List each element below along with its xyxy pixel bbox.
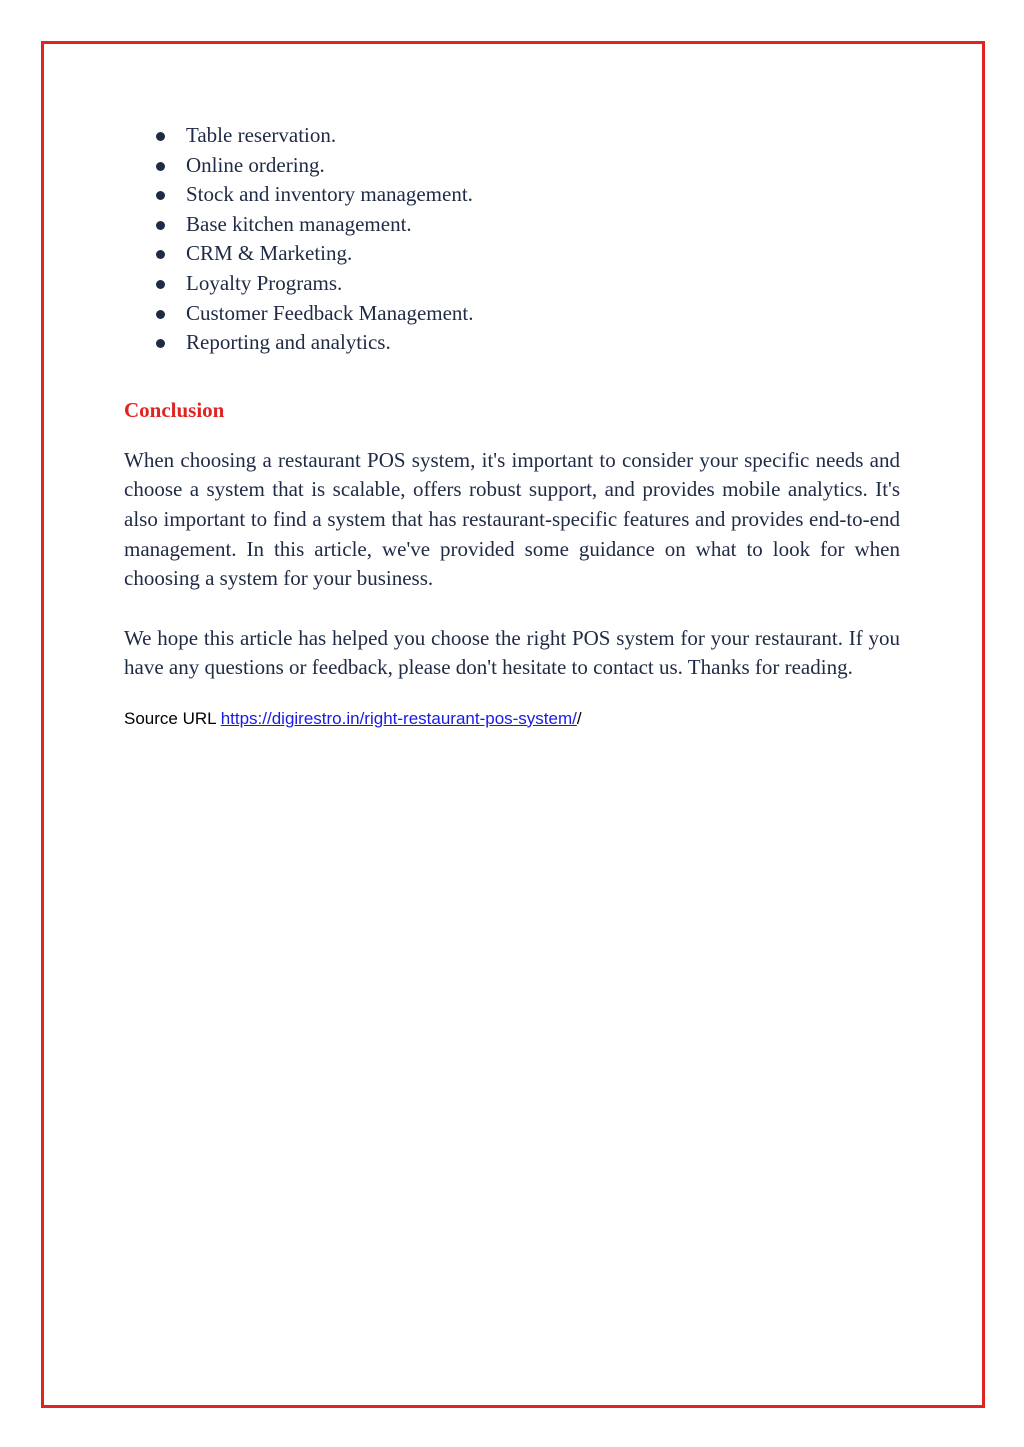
bullet-icon [156, 162, 165, 171]
conclusion-paragraph-2: We hope this article has helped you choose the right POS system for your restaurant. If you have any questions or feedback, please don't hesitate to contact us. Thanks for reading. [124, 625, 900, 680]
list-item [124, 269, 900, 299]
source-url-line [124, 708, 900, 730]
list-item [124, 151, 900, 181]
feature-list [124, 121, 900, 358]
list-item [124, 239, 900, 269]
list-item [124, 121, 900, 151]
list-item-text: Stock and inventory management. [186, 182, 473, 207]
source-url-link[interactable]: https://digirestro.in/right-restaurant-pos-system/ [220, 708, 577, 728]
source-url-suffix: / [576, 708, 582, 728]
list-item-text: CRM & Marketing. [186, 241, 353, 266]
bullet-icon [156, 132, 165, 141]
conclusion-heading: Conclusion [124, 397, 225, 422]
list-item-text: Table reservation. [186, 123, 337, 147]
bullet-icon [156, 191, 165, 200]
bullet-icon [156, 221, 165, 230]
list-item-text: Loyalty Programs. [186, 270, 343, 295]
list-item-text: Customer Feedback Management. [186, 300, 474, 325]
source-url-label: Source URL [124, 708, 221, 728]
bullet-icon [156, 310, 165, 319]
list-item [124, 210, 900, 240]
list-item-text: Reporting and analytics. [186, 330, 391, 355]
list-item-text: Online ordering. [186, 152, 325, 177]
list-item [124, 328, 900, 358]
bullet-icon [156, 280, 165, 289]
conclusion-paragraph-1: When choosing a restaurant POS system, it's important to consider your specific needs and choose a system that is scalable, offers robust support, and provides mobile analytics. It's also important to find a system that has restaurant-specific features and provides end-to-end management. In this article, we've provided some guidance on what to look for when choosing a system for your business. [124, 447, 900, 591]
list-item [124, 299, 900, 329]
list-item [124, 180, 900, 210]
list-item-text: Base kitchen management. [186, 211, 412, 236]
document-content [124, 121, 900, 730]
bullet-icon [156, 250, 165, 259]
bullet-icon [156, 339, 165, 348]
